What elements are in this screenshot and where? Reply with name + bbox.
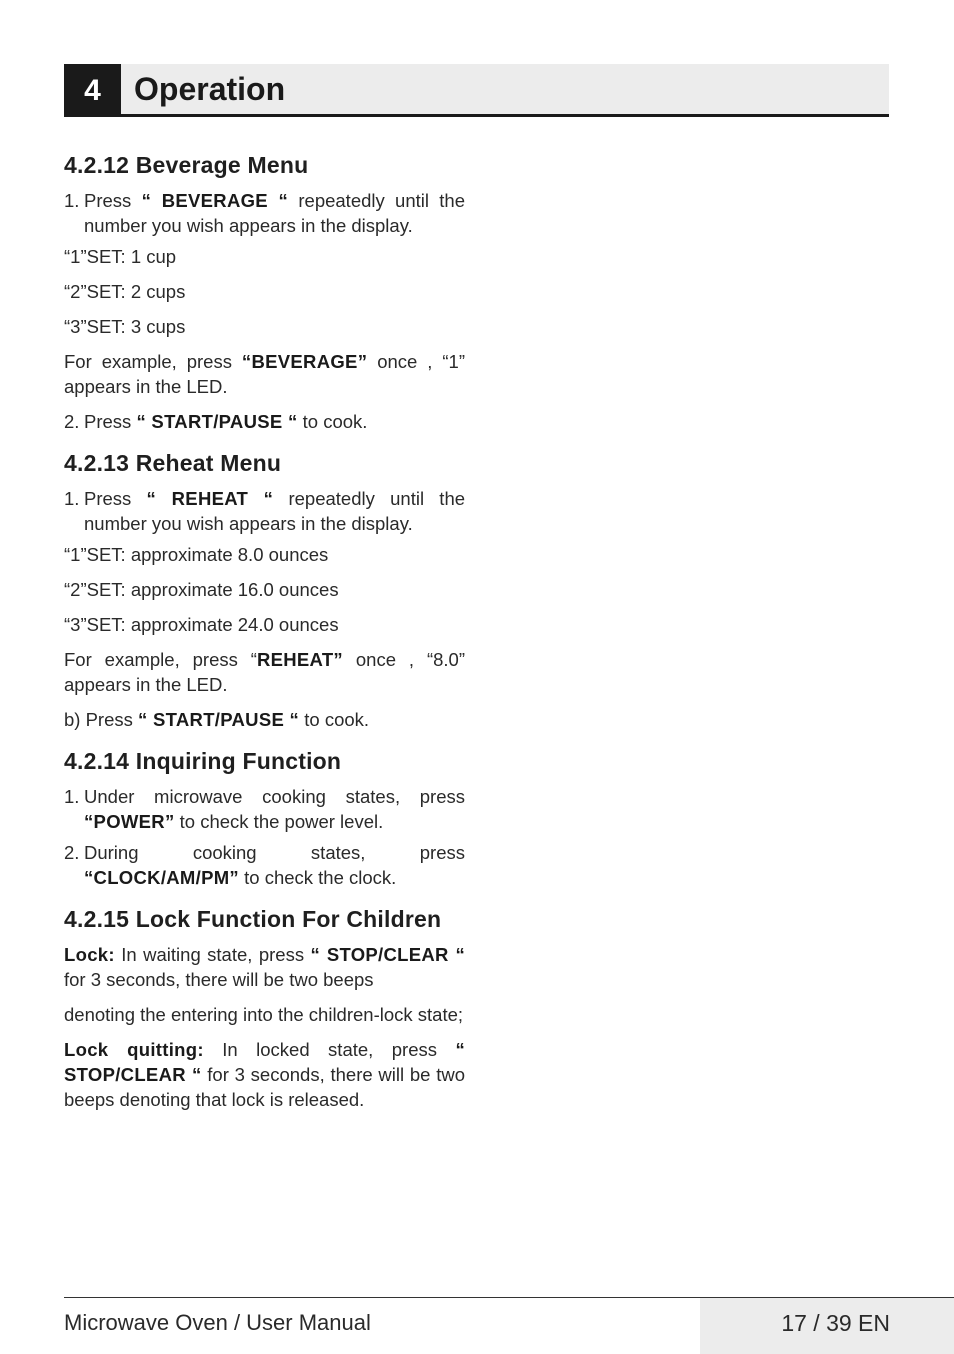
step-item: 1. Under microwave cooking states, press “POWER” to check the power level. [64,786,465,832]
section-inquiring-function [64,744,465,890]
footer-document-title: Microwave Oven / User Manual [64,1310,371,1335]
section-title: 4.2.13 Reheat Menu [64,450,282,476]
content-column [64,148,465,1124]
step-item: 2. During cooking states, press “CLOCK/AM/PM” to check the clock. [64,842,465,888]
example-text: For example, press “BEVERAGE” once , “1” appears in the LED. [64,351,465,397]
set-option: “2”SET: 2 cups [64,281,186,302]
set-option: “3”SET: 3 cups [64,316,186,337]
set-option: “2”SET: approximate 16.0 ounces [64,579,339,600]
footer-page-number: 17 / 39 EN [781,1310,890,1336]
chapter-number: 4 [64,64,121,117]
section-beverage-menu [64,148,465,434]
section-title: 4.2.15 Lock Function For Children [64,906,442,932]
set-option: “3”SET: approximate 24.0 ounces [64,614,339,635]
section-reheat-menu [64,446,465,732]
lock-continuation: denoting the entering into the children-lock state; [64,1004,464,1025]
set-option: “1”SET: 1 cup [64,246,177,267]
step-item: 1. Press “ BEVERAGE “ repeatedly until the number you wish appears in the display. [64,190,465,236]
step-item: b) Press “ START/PAUSE “ to cook. [64,709,370,730]
set-option: “1”SET: approximate 8.0 ounces [64,544,329,565]
chapter-header [64,64,889,117]
section-lock-function [64,902,465,1112]
lock-quitting-paragraph: Lock quitting: In locked state, press “ STOP/CLEAR “ for 3 seconds, there will be two beeps denoting that lock is released. [64,1039,465,1110]
chapter-title: Operation [134,71,286,107]
example-text: For example, press “REHEAT” once , “8.0” appears in the LED. [64,649,465,695]
section-title: 4.2.12 Beverage Menu [64,152,309,178]
section-title: 4.2.14 Inquiring Function [64,748,342,774]
step-item: 2. Press “ START/PAUSE “ to cook. [64,411,368,432]
lock-paragraph: Lock: In waiting state, press “ STOP/CLEAR “ for 3 seconds, there will be two beeps [64,944,465,990]
step-item: 1. Press “ REHEAT “ repeatedly until the number you wish appears in the display. [64,488,466,534]
